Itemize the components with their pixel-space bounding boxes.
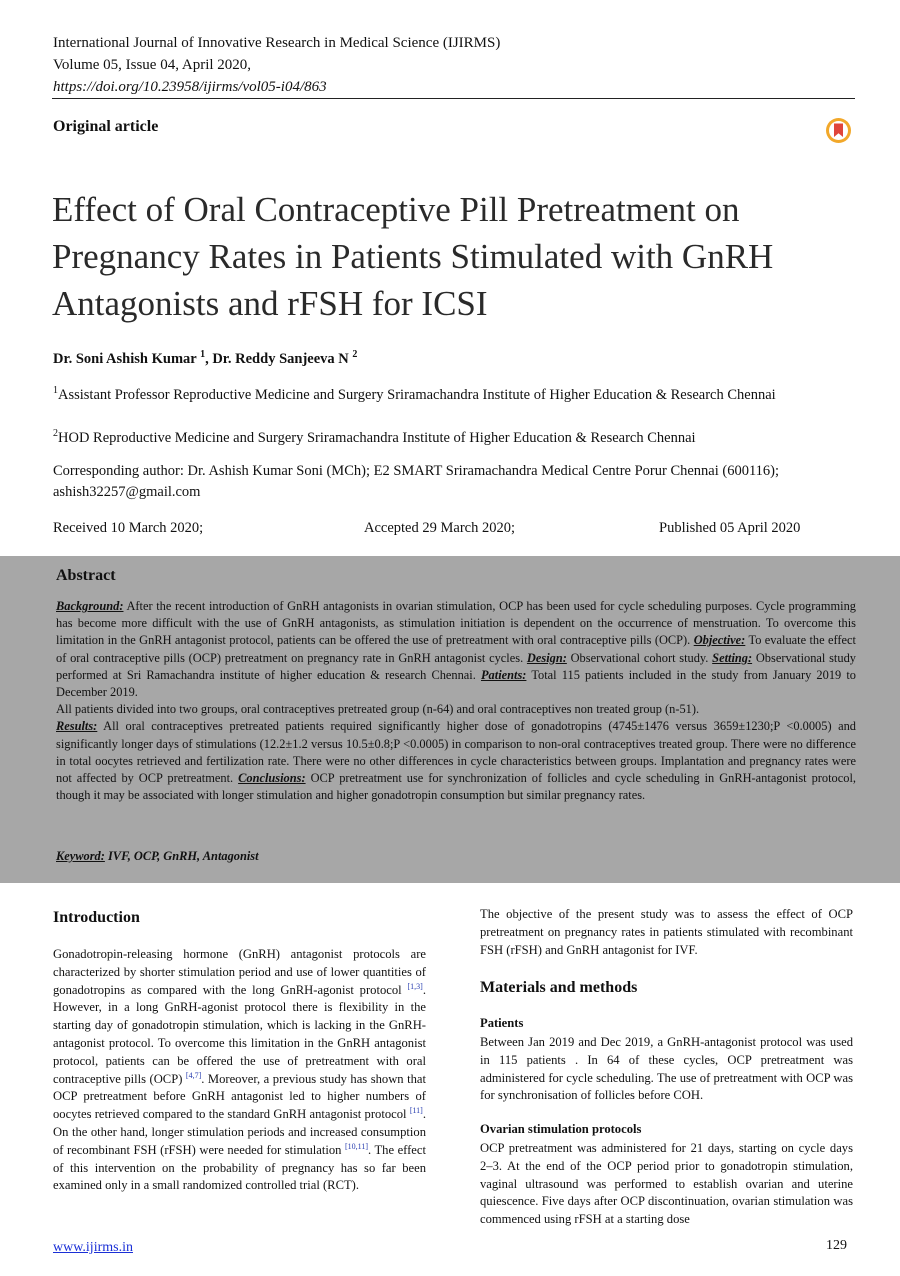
abstract-groups: All patients divided into two groups, oral contraceptives pretreated group (n-64) and oral contraceptives non treated group (n-51). — [56, 702, 700, 717]
keywords — [56, 849, 259, 864]
patients-heading: Patients — [480, 1016, 524, 1030]
accepted-date: Accepted 29 March 2020; — [364, 520, 515, 536]
footer-website-link[interactable]: www.ijirms.in — [53, 1240, 133, 1255]
author-name: Dr. Reddy Sanjeeva N — [212, 350, 349, 367]
affiliation-2 — [53, 424, 843, 448]
abstract-label: Conclusions: — [238, 771, 306, 786]
author-sup: 1 — [200, 349, 206, 360]
keyword-label: Keyword: — [56, 849, 105, 863]
methods-heading: Materials and methods — [480, 979, 638, 996]
abstract-text: To evaluate the effect of oral contraceptive pills (OCP) pretreatment on pregnancy rate in GnRH antagonist cycles. — [56, 633, 856, 665]
abstract-body — [56, 598, 856, 804]
intro-text: . The effect of this intervention on the probability of pregnancy has so far been examined only in a small randomized controlled trial (RCT). — [53, 1142, 426, 1193]
affiliation-sup: 1 — [53, 385, 58, 396]
corresponding-author: Corresponding author: Dr. Ashish Kumar Soni (MCh); E2 SMART Sriramachandra Medical Centre Porur Chennai (600116); ashish32257@gmail.com — [53, 463, 780, 500]
abstract-label: Setting: — [712, 650, 753, 665]
abstract-label: Background: — [56, 599, 124, 613]
introduction-body — [53, 946, 426, 1195]
affiliation-1 — [53, 381, 843, 405]
keyword-list: IVF, OCP, GnRH, Antagonist — [107, 849, 259, 863]
abstract-label: Objective: — [693, 633, 746, 648]
introduction-heading: Introduction — [53, 909, 140, 926]
intro-text: Gonadotropin-releasing hormone (GnRH) antagonist protocols are characterized by shorter stimulation period and use of lower quantities of gonadotropins as compared with the long GnRH-agonist protocol — [53, 947, 426, 997]
abstract-label: Design: — [526, 650, 567, 665]
article-title: Effect of Oral Contraceptive Pill Pretreatment on Pregnancy Rates in Patients Stimulated with GnRH Antagonists and rFSH for ICSI — [52, 190, 774, 323]
ovarian-heading: Ovarian stimulation protocols — [480, 1122, 642, 1136]
header-divider — [52, 98, 855, 99]
affiliation-sup: 2 — [53, 428, 58, 439]
citation-link[interactable]: [11] — [409, 1105, 423, 1115]
author-sup: 2 — [352, 349, 358, 360]
author-name: Dr. Soni Ashish Kumar — [53, 350, 197, 367]
abstract-text: OCP pretreatment use for synchronization of follicles and cycle scheduling in GnRH-antagonist protocol, though it may be associated with longer stimulation and higher gonadotropin consumption but similar pregnancy rates. — [56, 771, 856, 803]
page-number: 129 — [826, 1238, 847, 1253]
journal-name: International Journal of Innovative Research in Medical Science (IJIRMS) — [53, 35, 501, 51]
citation-link[interactable]: [10,11] — [344, 1141, 368, 1151]
abstract-text: Observational cohort study. — [570, 650, 709, 665]
abstract-label: Patients: — [480, 667, 527, 682]
abstract-label: Results: — [56, 719, 98, 734]
journal-volume: Volume 05, Issue 04, April 2020, — [53, 57, 252, 73]
intro-text: . However, in a long GnRH-agonist protocol there is flexibility in the starting day of gonadotropin stimulation, which is lacking in the GnRH-antagonist protocol. To overcome this limitation in the GnRH antagonist protocol, patients can be offered the use of pretreatment with oral contraceptive pills (OCP) — [53, 982, 426, 1086]
published-date: Published 05 April 2020 — [659, 520, 801, 536]
intro-text: . Moreover, a previous study has shown that OCP pretreatment before GnRH antagonist led to higher numbers of oocytes retrieved compared to the standard GnRH antagonist protocol — [53, 1071, 426, 1122]
objective-paragraph: The objective of the present study was to assess the effect of OCP pretreatment on pregnancy rates in patients stimulated with recombinant FSH (rFSH) and GnRH antagonist for IVF. — [480, 907, 853, 957]
intro-text: . On the other hand, longer stimulation periods and increased consumption of recombinant FSH (rFSH) were needed for stimulation — [53, 1107, 426, 1157]
article-type: Original article — [53, 118, 159, 135]
journal-doi[interactable]: https://doi.org/10.23958/ijirms/vol05-i04/863 — [53, 79, 327, 95]
affiliation-text: HOD Reproductive Medicine and Surgery Sriramachandra Institute of Higher Education & Research Chennai — [58, 429, 696, 446]
patients-paragraph: Between Jan 2019 and Dec 2019, a GnRH-antagonist protocol was used in 115 patients . In 64 of these cycles, OCP pretreatment was administered for cycle scheduling. The use of pretreatment with OCP was for synchronisation of follicles before COH. — [480, 1035, 853, 1103]
received-date: Received 10 March 2020; — [53, 520, 204, 536]
citation-link[interactable]: [1,3] — [407, 981, 423, 991]
abstract-text: Total 115 patients included in the study from January 2019 to December 2019. — [56, 667, 856, 700]
abstract-text: Observational study performed at Sri Ramachandra institute of higher education & research Chennai. — [56, 650, 856, 682]
abstract-text: After the recent introduction of GnRH antagonists in ovarian stimulation, OCP has been used for cycle scheduling purposes. Cycle programming has become more difficult with the use of GnRH antagonists, as stimulation initiation is dependent on the occurrence of menstruation. To overcome this limitation in the GnRH antagonist protocol, patients can be offered the use of pretreatment with oral contraceptive pills (OCP). — [56, 599, 856, 648]
affiliation-text: Assistant Professor Reproductive Medicine and Surgery Sriramachandra Institute of Higher Education & Research Chennai — [58, 386, 776, 403]
author-list: Dr. Soni Ashish Kumar $^1$, Dr. Reddy Sanjeeva N $^2$ — [53, 349, 358, 367]
bookmark-badge-icon[interactable] — [825, 117, 852, 144]
citation-link[interactable]: [4,7] — [185, 1070, 202, 1080]
abstract-heading: Abstract — [56, 567, 116, 584]
abstract-text: All oral contraceptives pretreated patients required significantly higher dose of gonadotropins (4745±1476 versus 3659±1230;P <0.0005) and significantly longer days of stimulations (12.2±1.2 versus 10.5±0.8;P <0.0005) in comparison to non-oral contraceptives treated group. There were no difference in total oocytes retrieved and fertilization rate. There were no other differences in cycle characteristics between groups. Implantation and pregnancy rates were not affected by OCP pretreatment. — [56, 719, 856, 786]
ovarian-paragraph: OCP pretreatment was administered for 21 days, starting on cycle days 2–3. At the end of the OCP period prior to gonadotropin stimulation, vaginal ultrasound was performed to establish ovarian and uterine quiescence. Five days after OCP discontinuation, ovarian stimulation was commenced using rFSH at a starting dose — [480, 1141, 853, 1227]
